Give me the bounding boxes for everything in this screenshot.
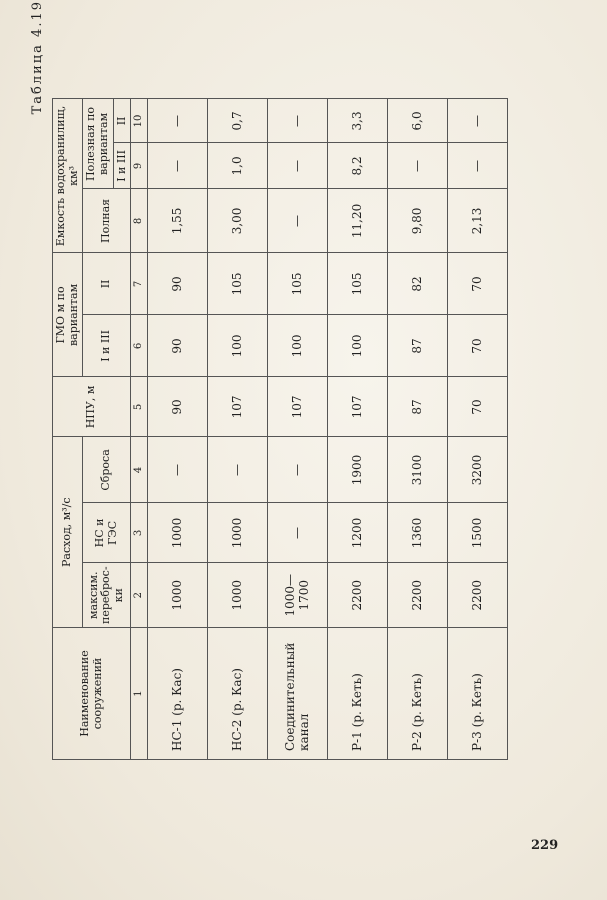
cell-gmo-1-3: 100 [208,315,268,377]
row-name: НС-1 (р. Кас) [148,628,208,760]
cell-useful-2: — [268,99,328,143]
header-useful: Полезная по вариантам [83,99,113,189]
column-number: 10 [131,99,148,143]
cell-useful-1-3: — [148,143,208,189]
cell-gmo-2: 70 [448,253,508,315]
header-gmo-1-3: I и III [83,315,131,377]
header-capacity-group: Емкость водохранилищ, км³ [53,99,83,253]
cell-gmo-2: 82 [388,253,448,315]
column-number: 8 [131,189,148,253]
column-number: 9 [131,143,148,189]
header-name: Наименование сооружений [53,628,131,760]
cell-gmo-1-3: 100 [268,315,328,377]
table-caption: Таблица 4.19 [30,0,45,115]
cell-full: 3,00 [208,189,268,253]
cell-gmo-2: 105 [328,253,388,315]
header-hpp-flow: НС и ГЭС [83,503,131,563]
column-number: 1 [131,628,148,760]
cell-gmo-1-3: 90 [148,315,208,377]
cell-npu: 107 [208,377,268,437]
column-number: 6 [131,315,148,377]
column-number: 3 [131,503,148,563]
cell-gmo-2: 105 [208,253,268,315]
cell-npu: 107 [268,377,328,437]
table-row [388,99,448,760]
row-name: Р-3 (р. Кеть) [448,628,508,760]
cell-useful-2: 6,0 [388,99,448,143]
cell-hpp-flow: 1360 [388,503,448,563]
header-discharge: Сброса [83,437,131,503]
header-npu: НПУ, м [53,377,131,437]
column-number: 5 [131,377,148,437]
cell-discharge: — [268,437,328,503]
table-row [148,99,208,760]
cell-max-flow: 2200 [448,563,508,628]
cell-useful-1-3: — [388,143,448,189]
column-number: 7 [131,253,148,315]
cell-npu: 87 [388,377,448,437]
row-name: Соединительный канал [268,628,328,760]
cell-gmo-2: 105 [268,253,328,315]
cell-useful-2: — [448,99,508,143]
cell-gmo-1-3: 70 [448,315,508,377]
cell-full: 11,20 [328,189,388,253]
header-useful-1-3: I и III [113,143,131,189]
cell-max-flow: 1000— 1700 [268,563,328,628]
column-number: 2 [131,563,148,628]
cell-full: 2,13 [448,189,508,253]
cell-useful-2: 0,7 [208,99,268,143]
row-name: НС-2 (р. Кас) [208,628,268,760]
cell-npu: 70 [448,377,508,437]
cell-max-flow: 1000 [148,563,208,628]
table-row [328,99,388,760]
cell-useful-1-3: — [268,143,328,189]
cell-useful-1-3: — [448,143,508,189]
cell-npu: 107 [328,377,388,437]
cell-useful-1-3: 1,0 [208,143,268,189]
column-numbers-row [131,99,148,760]
data-table [52,98,508,760]
header-gmo-2: II [83,253,131,315]
cell-useful-2: — [148,99,208,143]
column-number: 4 [131,437,148,503]
row-name: Р-1 (р. Кеть) [328,628,388,760]
cell-useful-1-3: 8,2 [328,143,388,189]
header-flow-group: Расход, м³/с [53,437,83,628]
cell-discharge: — [208,437,268,503]
cell-npu: 90 [148,377,208,437]
cell-hpp-flow: 1500 [448,503,508,563]
cell-hpp-flow: 1200 [328,503,388,563]
page-number: 229 [531,838,559,853]
cell-max-flow: 1000 [208,563,268,628]
cell-full: — [268,189,328,253]
cell-full: 9,80 [388,189,448,253]
row-name: Р-2 (р. Кеть) [388,628,448,760]
cell-hpp-flow: 1000 [208,503,268,563]
header-useful-2: II [113,99,131,143]
cell-gmo-1-3: 87 [388,315,448,377]
header-gmo-group: ГМО м по вариантам [53,253,83,377]
header-max-flow: максим. переброс- ки [83,563,131,628]
table-row [268,99,328,760]
cell-discharge: 3100 [388,437,448,503]
cell-discharge: 3200 [448,437,508,503]
cell-hpp-flow: 1000 [148,503,208,563]
cell-gmo-2: 90 [148,253,208,315]
cell-discharge: 1900 [328,437,388,503]
cell-full: 1,55 [148,189,208,253]
cell-useful-2: 3,3 [328,99,388,143]
cell-hpp-flow: — [268,503,328,563]
cell-max-flow: 2200 [388,563,448,628]
header-full: Полная [83,189,131,253]
cell-max-flow: 2200 [328,563,388,628]
cell-gmo-1-3: 100 [328,315,388,377]
table-row [448,99,508,760]
table-row [208,99,268,760]
cell-discharge: — [148,437,208,503]
